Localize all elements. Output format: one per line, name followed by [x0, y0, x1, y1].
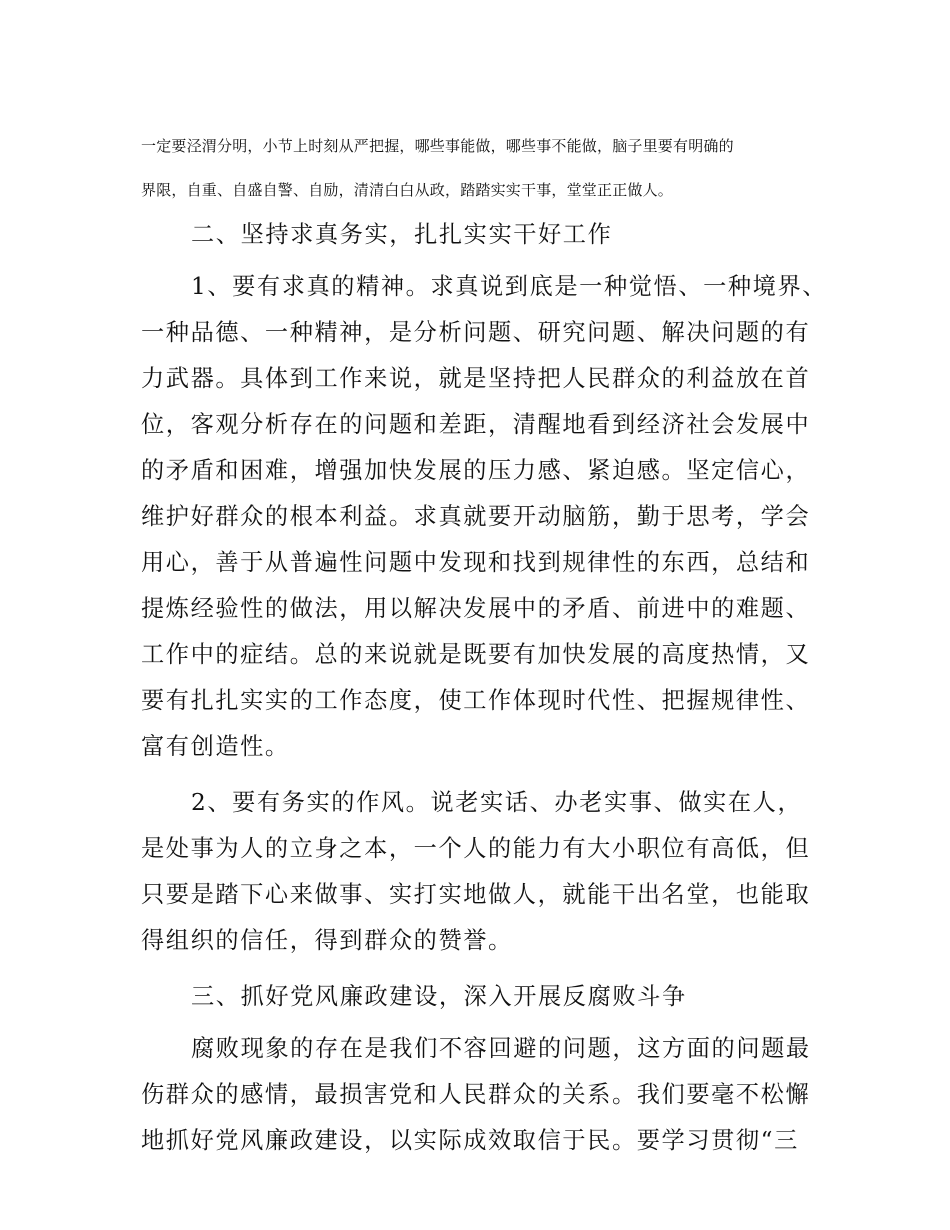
paragraph-line: 1、要有求真的精神。求真说到底是一种觉悟、一种境界、	[191, 273, 828, 300]
paragraph-line: 工作中的症结。总的来说就是既要有加快发展的高度热情，又	[141, 641, 811, 668]
paragraph-line: 一定要泾渭分明，小节上时刻从严把握，哪些事能做，哪些事不能做，脑子里要有明确的	[141, 137, 734, 155]
paragraph-line: 位，客观分析存在的问题和差距，清醒地看到经济社会发展中	[141, 411, 811, 438]
paragraph-line: 是处事为人的立身之本，一个人的能力有大小职位有高低，但	[141, 835, 811, 862]
paragraph-line: 一种品德、一种精神，是分析问题、研究问题、解决问题的有	[141, 319, 811, 346]
top-paragraph	[141, 124, 821, 212]
paragraph-line: 得组织的信任，得到群众的赞誉。	[141, 927, 513, 954]
paragraph-line: 富有创造性。	[141, 733, 290, 760]
paragraph-line: 提炼经验性的做法，用以解决发展中的矛盾、前进中的难题、	[141, 595, 811, 622]
main-text	[141, 212, 828, 1164]
paragraph-line: 2、要有务实的作风。说老实话、办老实事、做实在人，	[191, 789, 803, 816]
section-heading-3: 三、抓好党风廉政建设，深入开展反腐败斗争	[191, 983, 687, 1010]
paragraph-line: 维护好群众的根本利益。求真就要开动脑筋，勤于思考，学会	[141, 503, 811, 530]
paragraph-line: 要有扎扎实实的工作态度，使工作体现时代性、把握规律性、	[141, 687, 811, 714]
section-heading-2: 二、坚持求真务实，扎扎实实干好工作	[191, 221, 613, 248]
paragraph-line: 用心，善于从普遍性问题中发现和找到规律性的东西，总结和	[141, 549, 811, 576]
paragraph-line: 只要是踏下心来做事、实打实地做人，就能干出名堂，也能取	[141, 881, 811, 908]
paragraph-line: 力武器。具体到工作来说，就是坚持把人民群众的利益放在首	[141, 365, 811, 392]
paragraph-line: 腐败现象的存在是我们不容回避的问题，这方面的问题最	[191, 1035, 811, 1062]
paragraph-line: 界限，自重、自盛自警、自励，清清白白从政，踏踏实实干事，堂堂正正做人。	[141, 181, 674, 199]
paragraph-line: 的矛盾和困难，增强加快发展的压力感、紧迫感。坚定信心，	[141, 457, 811, 484]
paragraph-3	[141, 1026, 821, 1164]
paragraph-line: 伤群众的感情，最损害党和人民群众的关系。我们要毫不松懈	[141, 1081, 811, 1108]
paragraph-line: 地抓好党风廉政建设，以实际成效取信于民。要学习贯彻“三	[141, 1127, 799, 1154]
paragraph-1	[141, 264, 828, 770]
paragraph-2	[141, 780, 821, 964]
